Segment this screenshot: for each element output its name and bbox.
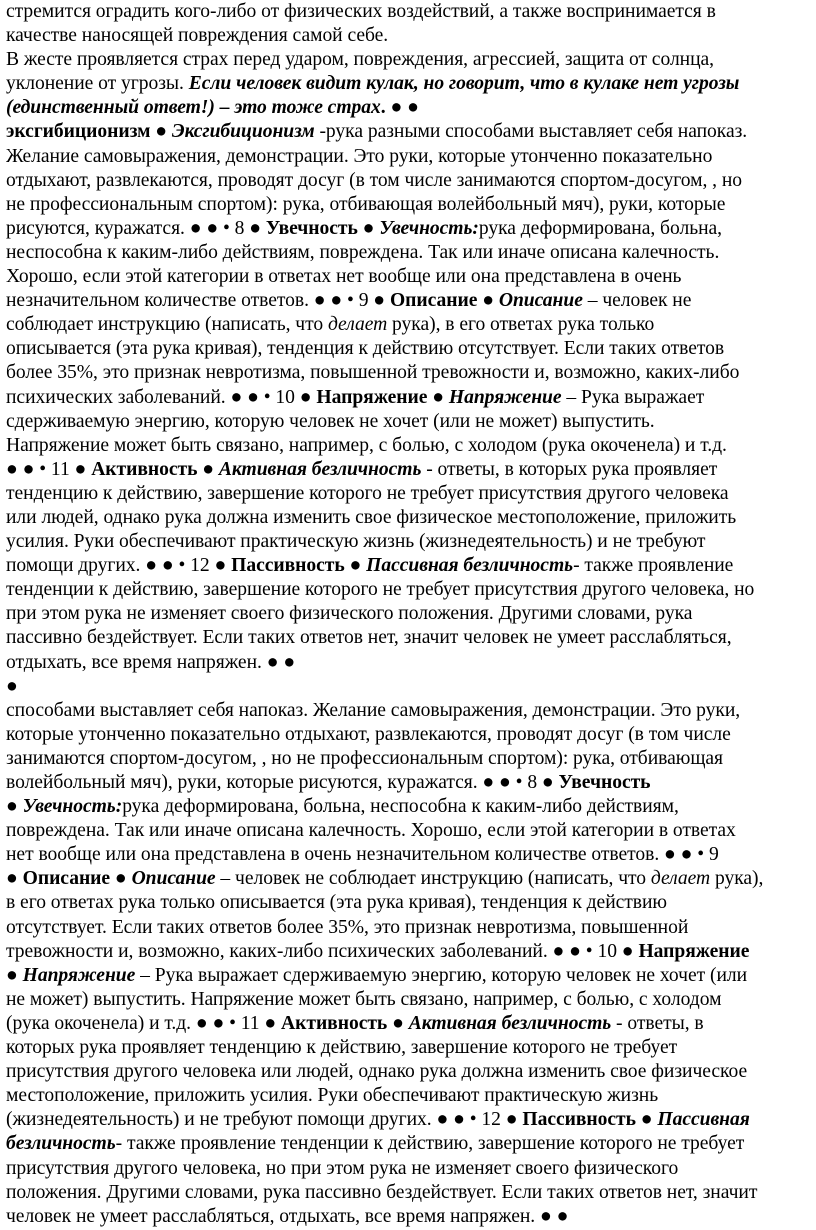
text-run: Описание — [131, 868, 216, 890]
text-run: Описание — [498, 290, 583, 312]
text-run: Напряжение — [22, 964, 136, 986]
text-line — [6, 964, 812, 988]
text-run: присутствия другого человека, но при этом рука не изменяет своего физического — [6, 1157, 679, 1179]
text-line — [6, 916, 812, 940]
text-run: отдыхать, все время напряжен. ● ● — [6, 651, 296, 673]
text-line — [6, 1036, 812, 1060]
text-run: рука), — [710, 868, 764, 890]
text-line — [6, 1132, 812, 1156]
text-run: (единственный ответ!) – это тоже страх — [6, 97, 381, 119]
text-run: - ответы, в которых рука проявляет — [421, 458, 718, 480]
text-run: - также проявление — [573, 555, 734, 577]
text-line — [6, 265, 812, 289]
text-run: Активная безличность — [218, 458, 422, 480]
text-run: Увечность: — [379, 217, 479, 239]
text-run: Пассивная безличность — [366, 555, 574, 577]
text-run: ● ● • 11 ● — [6, 458, 92, 480]
text-run: тревожности и, возможно, каких-либо психических заболеваний. ● ● • 10 ● — [6, 940, 639, 962]
text-run: Хорошо, если этой категории в ответах нет вообще или она представлена в очень — [6, 266, 682, 288]
text-run: незначительном количестве ответов. ● ● • 9 ● — [6, 290, 390, 312]
text-run: волейбольный мяч), руки, которые рисуются, куражатся. ● ● • 8 ● — [6, 772, 559, 793]
text-run: В жесте проявляется страх перед ударом, повреждения, агрессией, защита от солнца, — [6, 49, 715, 71]
text-run: уклонение от угрозы. — [6, 73, 189, 95]
text-line — [6, 313, 812, 337]
text-run: которые утонченно показательно отдыхают, развлекаются, проводят досуг (в том числе — [6, 723, 731, 745]
text-run: присутствия другого человека или людей, однако рука должна изменить свое физическое — [6, 1061, 748, 1083]
text-run: (жизнедеятельность) и не требуют помощи других. ● ● • 12 ● — [6, 1109, 523, 1131]
text-line — [6, 699, 812, 723]
text-line — [6, 72, 812, 96]
text-run: тенденцию к действию, завершение которого не требует присутствия другого человека — [6, 482, 729, 504]
text-line — [6, 940, 812, 964]
text-line — [6, 145, 812, 169]
text-line — [6, 602, 812, 626]
text-run: отсутствует. Если таких ответов более 35%, это признак невротизма, повышенной — [6, 916, 689, 938]
text-line — [6, 675, 812, 699]
text-run: Пассивность ● — [231, 555, 367, 577]
text-run: ● — [6, 964, 23, 986]
text-run: или людей, однако рука должна изменить свое физическое местоположение, приложить — [6, 506, 737, 528]
text-line — [6, 723, 812, 747]
text-run: делает — [327, 314, 388, 336]
text-run: ● — [6, 796, 23, 818]
text-run: Напряжение ● — [316, 386, 449, 408]
text-line — [6, 24, 812, 48]
text-run: качестве наносящей повреждения самой себе. — [6, 25, 389, 47]
text-run: Напряжение — [638, 940, 750, 962]
text-line — [6, 530, 812, 554]
text-run: Активность ● — [91, 458, 219, 480]
text-run: Эксгибиционизм — [171, 121, 315, 143]
text-run: не профессиональным спортом): рука, отбивающая волейбольный мяч), руки, которые — [6, 193, 726, 215]
text-line — [6, 795, 812, 819]
text-run: более 35%, это признак невротизма, повышенной тревожности и, возможно, каких-либо — [6, 362, 740, 384]
text-run: - ответы, в — [611, 1012, 704, 1034]
text-run: отдыхают, развлекаются, проводят досуг (в том числе занимаются спортом-досугом, , но — [6, 169, 743, 191]
text-run: ● — [6, 868, 23, 890]
text-run: местоположение, приложить усилия. Руки обеспечивают практическую жизнь — [6, 1085, 659, 1107]
text-line — [6, 386, 812, 410]
text-run: способами выставляет себя напоказ. Желание самовыражения, демонстрации. Это руки, — [6, 699, 741, 721]
text-line — [6, 48, 812, 72]
text-line — [6, 241, 812, 265]
text-run: -рука разными способами выставляет себя напоказ. — [314, 121, 748, 143]
text-run: Описание ● — [22, 868, 132, 890]
text-line — [6, 843, 812, 867]
text-run: человек не умеет расслабляться, отдыхать, все время напряжен. ● ● — [6, 1205, 569, 1227]
text-line — [6, 578, 812, 602]
text-run: Пассивная — [657, 1109, 750, 1131]
text-line — [6, 361, 812, 385]
text-line — [6, 554, 812, 578]
text-run: при этом рука не изменяет своего физического положения. Другими словами, рука — [6, 603, 693, 625]
text-line — [6, 1012, 812, 1036]
text-line — [6, 434, 812, 458]
text-line — [6, 1108, 812, 1132]
text-line — [6, 506, 812, 530]
text-run: повреждена. Так или иначе описана калечность. Хорошо, если этой категории в ответах — [6, 820, 736, 842]
text-line — [6, 482, 812, 506]
text-run: . ● ● — [380, 97, 419, 119]
text-run: тенденции к действию, завершение которого не требует присутствия другого человека, но — [6, 579, 755, 601]
text-line — [6, 289, 812, 313]
text-line — [6, 1084, 812, 1108]
text-run: Активность ● — [281, 1012, 409, 1034]
text-run: – Рука выражает — [561, 386, 705, 408]
text-run: пассивно бездействует. Если таких ответов нет, значит человек не умеет расслабляться, — [6, 627, 732, 649]
text-line — [6, 169, 812, 193]
text-run: соблюдает инструкцию (написать, что — [6, 314, 328, 336]
text-line — [6, 337, 812, 361]
text-run: не может) выпустить. Напряжение может быть связано, например, с болью, с холодом — [6, 988, 722, 1010]
text-run: положения. Другими словами, рука пассивно бездействует. Если таких ответов нет, значит — [6, 1181, 758, 1203]
text-run: Желание самовыражения, демонстрации. Это руки, которые утонченно показательно — [6, 145, 713, 167]
text-run: усилия. Руки обеспечивают практическую жизнь (жизнедеятельность) и не требуют — [6, 531, 706, 553]
text-line — [6, 1060, 812, 1084]
text-line — [6, 458, 812, 482]
text-line — [6, 771, 812, 795]
text-line — [6, 651, 812, 675]
text-run: психических заболеваний. ● ● • 10 ● — [6, 386, 317, 408]
text-run: рука деформирована, больна, неспособна к каким-либо действиям, — [122, 796, 679, 818]
text-run: – человек не соблюдает инструкцию (написать, что — [215, 868, 651, 890]
text-run: сдерживаемую энергию, которую человек не хочет (или не может) выпустить. — [6, 410, 655, 432]
text-run: Увечность — [558, 772, 651, 793]
text-line — [6, 410, 812, 434]
text-run: помощи других. ● ● • 12 ● — [6, 555, 232, 577]
text-run: безличность — [6, 1133, 116, 1155]
text-line — [6, 0, 812, 24]
text-run: занимаются спортом-досугом, , но не профессиональным спортом): рука, отбивающая — [6, 747, 723, 769]
text-run: Активная безличность — [408, 1012, 612, 1034]
text-line — [6, 819, 812, 843]
text-run: рука), в его ответах рука только — [387, 314, 655, 336]
text-run: Описание ● — [389, 290, 499, 312]
text-line — [6, 217, 812, 241]
text-run: Напряжение может быть связано, например, с болью, с холодом (рука окоченела) и т.д. — [6, 434, 727, 456]
text-run: в его ответах рука только описывается (эта рука кривая), тенденция к действию — [6, 892, 668, 914]
text-line — [6, 891, 812, 915]
text-run: Пассивность ● — [522, 1109, 658, 1131]
text-run: описывается (эта рука кривая), тенденция к действию отсутствует. Если таких ответов — [6, 338, 725, 360]
text-line — [6, 988, 812, 1012]
text-line — [6, 867, 812, 891]
text-run: рука деформирована, больна, — [478, 217, 723, 239]
text-run: эксгибиционизм ● — [6, 121, 172, 143]
text-run: нет вообще или она представлена в очень незначительном количестве ответов. ● ● • 9 — [6, 844, 719, 866]
text-line — [6, 626, 812, 650]
document-body — [6, 0, 812, 1229]
text-line — [6, 193, 812, 217]
text-line — [6, 1181, 812, 1205]
text-run: которых рука проявляет тенденцию к действию, завершение которого не требует — [6, 1037, 678, 1059]
text-run: ● — [6, 675, 18, 697]
text-run: делает — [650, 868, 711, 890]
text-run: – человек не — [582, 290, 692, 312]
text-line — [6, 747, 812, 771]
text-run: Напряжение — [448, 386, 562, 408]
text-run: (рука окоченела) и т.д. ● ● • 11 ● — [6, 1012, 282, 1034]
text-line — [6, 1205, 812, 1229]
text-run: Увечность: — [22, 796, 123, 818]
text-line — [6, 96, 812, 120]
text-line — [6, 120, 812, 144]
text-run: неспособна к каким-либо действиям, повреждена. Так или иначе описана калечность. — [6, 241, 720, 263]
text-line — [6, 1157, 812, 1181]
text-run: Увечность ● — [265, 217, 380, 239]
text-run: - также проявление тенденции к действию, завершение которого не требует — [115, 1133, 745, 1155]
text-run: стремится оградить кого-либо от физических воздействий, а также воспринимается в — [6, 1, 716, 22]
text-run: – Рука выражает сдерживаемую энергию, которую человек не хочет (или — [135, 964, 748, 986]
text-run: рисуются, куражатся. ● ● • 8 ● — [6, 217, 266, 239]
text-run: Если человек видит кулак, но говорит, что в кулаке нет угрозы — [188, 73, 740, 95]
